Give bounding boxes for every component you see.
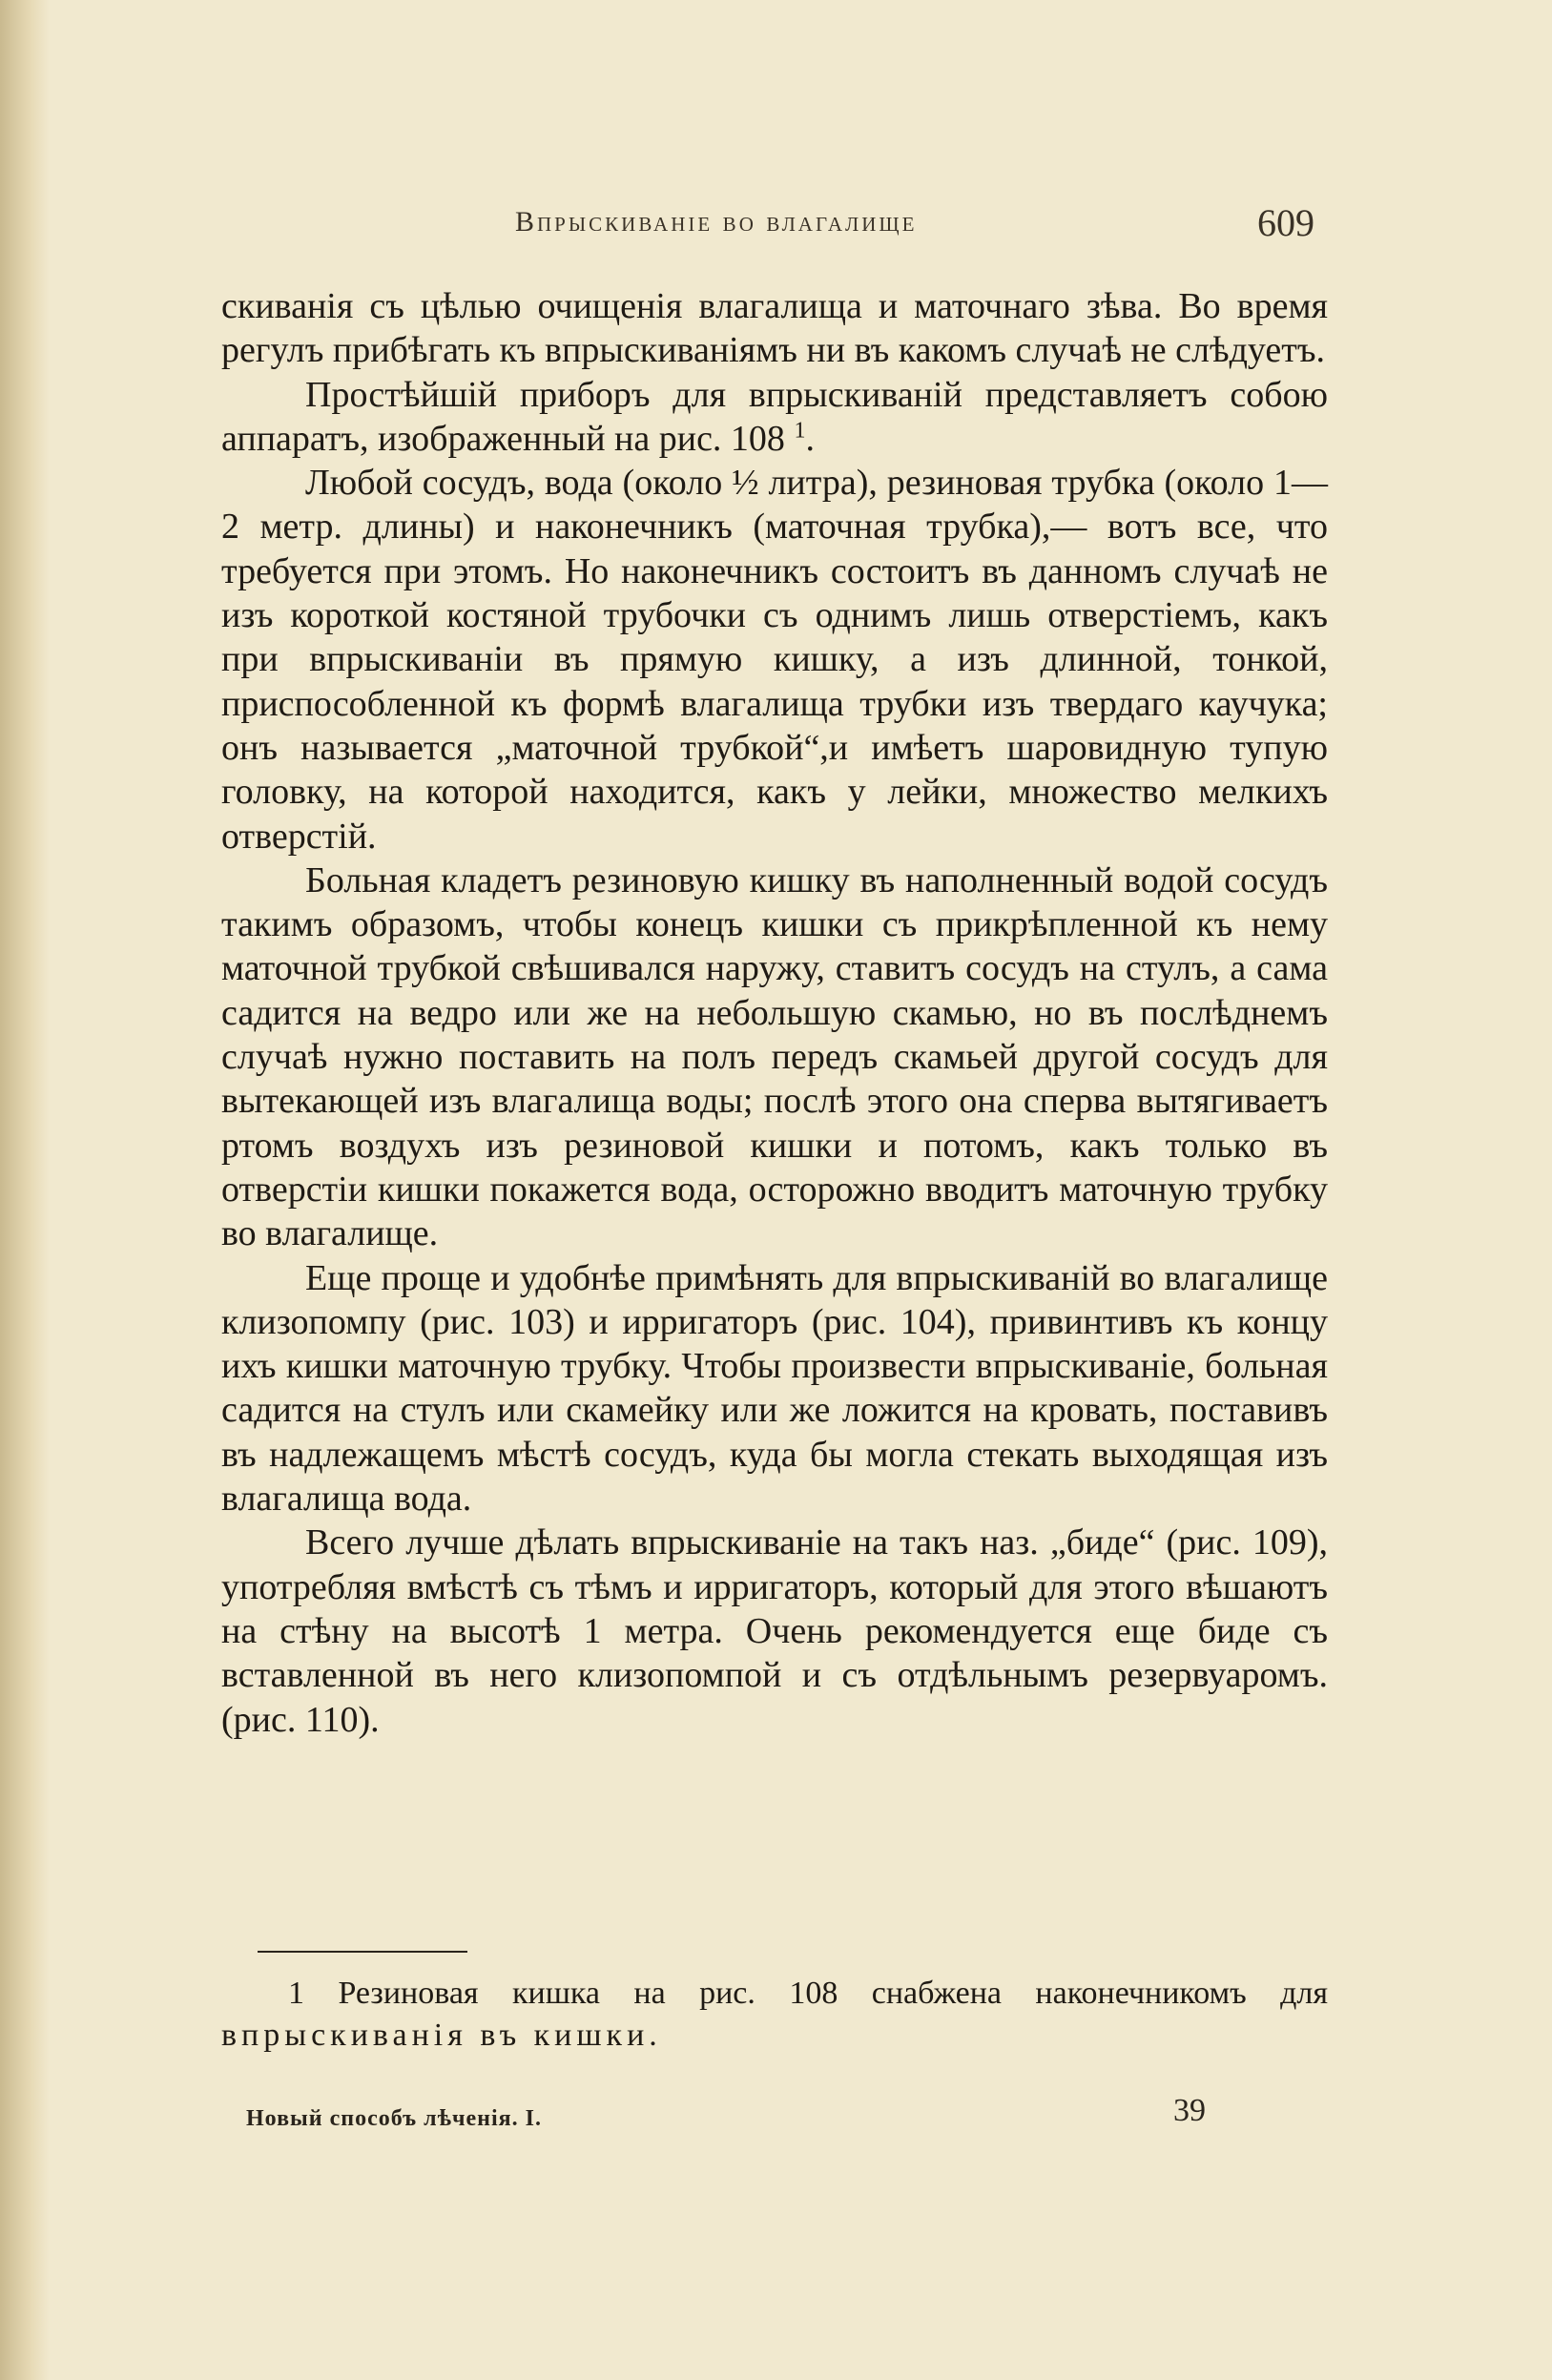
footer-book-title: Новый способъ лѣченія. I. bbox=[246, 2106, 542, 2131]
paragraph-continued: скиванія съ цѣлью очищенія влагалища и маточнаго зѣва. Во время регулъ прибѣгать къ впрыскиваніямъ ни въ какомъ случаѣ не слѣдуетъ. bbox=[221, 286, 1328, 371]
paragraph-patient-procedure: Больная кладетъ резиновую кишку въ наполненный водой сосудъ такимъ образомъ, чтобы конецъ кишки съ прикрѣпленной къ нему маточной трубкой свѣшивался наружу, ставитъ сосудъ на стулъ, а сама садится на ведро или же на небольшую скамью, но въ послѣднемъ случаѣ нужно поставить на полъ передъ скамьей другой сосудъ для вытекающей изъ влагалища воды; послѣ этого она сперва вытягиваетъ ртомъ воздухъ изъ резиновой кишки и потомъ, какъ только въ отверстіи кишки покажется вода, осторожно вводитъ маточную трубку во влагалище. bbox=[221, 859, 1328, 1254]
footnote-marker: 1 bbox=[794, 418, 806, 444]
footnote-text: Резиновая кишка на рис. 108 снабжена наконечникомъ для bbox=[338, 1976, 1329, 2011]
footnote-spaced-text: впрыскиванія въ кишки. bbox=[221, 2018, 662, 2053]
paragraph-bidet: Всего лучше дѣлать впрыскиваніе на такъ наз. „биде“ (рис. 109), употребляя вмѣстѣ съ тѣмъ и ирригаторъ, который для этого вѣшаютъ на стѣну на высотѣ 1 метра. Очень рекомендуется еще биде съ вставленной въ него клизопомпой и съ отдѣльнымъ резервуаромъ. (рис. 110). bbox=[221, 1522, 1328, 1740]
footer-signature: 39 bbox=[1173, 2093, 1206, 2128]
running-title: Впрыскиваніе во влагалище bbox=[515, 206, 918, 238]
paragraph-simplest-device-text: Простѣйшій приборъ для впрыскиваній представляетъ собою аппаратъ, изображенный на рис. 108 bbox=[221, 374, 1328, 459]
footnote-number: 1 bbox=[288, 1976, 304, 2011]
paragraph-simplest-device: Простѣйшій приборъ для впрыскиваній представляетъ собою аппаратъ, изображенный на рис. 108 $^1$. bbox=[221, 374, 1328, 459]
body-text bbox=[221, 284, 1328, 1742]
page-binding-edge bbox=[0, 0, 50, 2380]
footnote bbox=[221, 1973, 1328, 2057]
paragraph-enema-pump: Еще проще и удобнѣе примѣнять для впрыскиваній во влагалище клизопомпу (рис. 103) и ирригаторъ (рис. 104), привинтивъ къ концу ихъ кишки маточную трубку. Чтобы произвести впрыскиваніе, больная садится на стулъ или скамейку или же ложится на кровать, поставивъ въ надлежащемъ мѣстѣ сосудъ, куда бы могла стекать выходящая изъ влагалища вода. bbox=[221, 1257, 1328, 1520]
footnote-rule bbox=[258, 1951, 467, 1953]
paragraph-any-vessel: Любой сосудъ, вода (около ½ литра), резиновая трубка (около 1—2 метр. длины) и наконечникъ (маточная трубка),— вотъ все, что требуется при этомъ. Но наконечникъ состоитъ въ данномъ случаѣ не изъ короткой костяной трубочки съ однимъ лишь отверстіемъ, какъ при впрыскиваніи въ прямую кишку, а изъ длинной, тонкой, приспособленной къ формѣ влагалища трубки изъ твердаго каучука; онъ называется „маточной трубкой“,и имѣетъ шаровидную тупую головку, на которой находится, какъ у лейки, множество мелкихъ отверстій. bbox=[221, 463, 1328, 857]
running-head bbox=[0, 200, 1552, 248]
page-number: 609 bbox=[1257, 201, 1314, 244]
